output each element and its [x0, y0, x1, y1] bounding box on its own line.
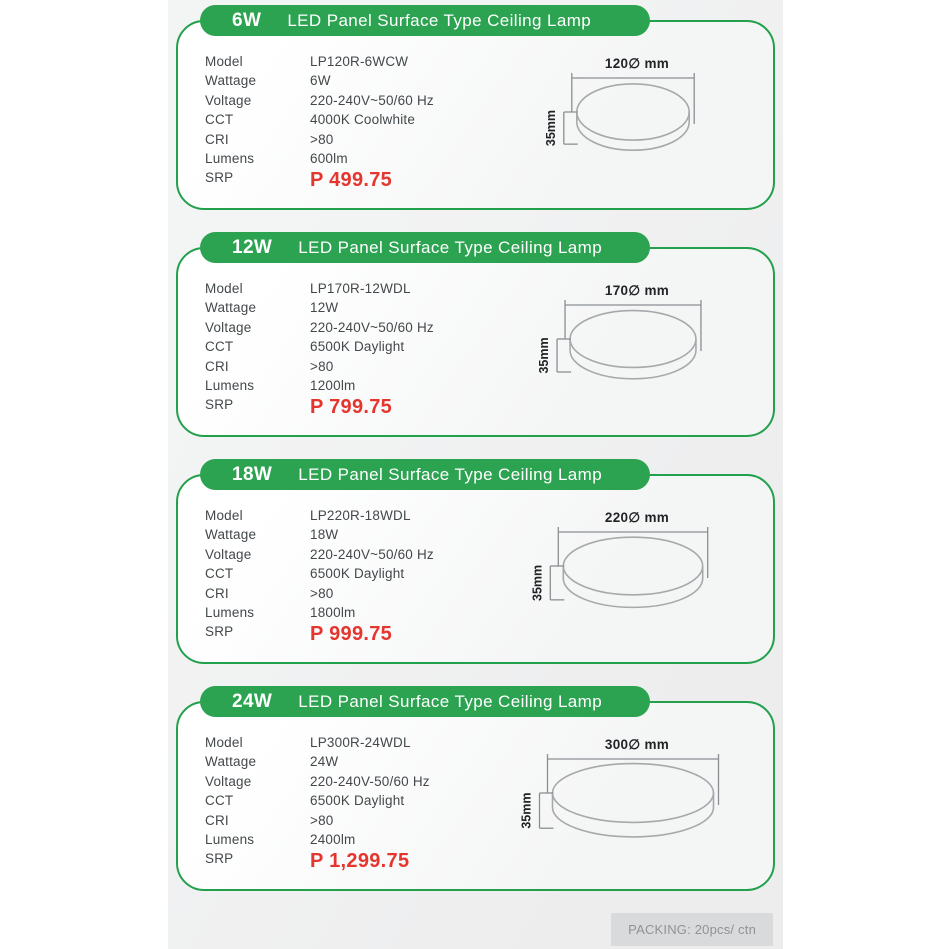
spec-label: CCT — [205, 793, 234, 809]
srp-price: P 799.75 — [310, 396, 393, 419]
spec-row — [205, 376, 434, 395]
spec-row — [205, 52, 434, 71]
spec-label: Lumens — [205, 378, 255, 394]
wattage-badge: 6W — [232, 9, 262, 31]
spec-label: Wattage — [205, 73, 257, 89]
spec-value: 220-240V~50/60 Hz — [310, 92, 434, 108]
spec-row — [205, 337, 434, 356]
spec-row — [205, 564, 434, 583]
card-header — [200, 5, 650, 36]
spec-row — [205, 318, 434, 337]
spec-value: >80 — [310, 358, 334, 374]
spec-value: 24W — [310, 754, 339, 770]
diameter-label: 220∅ mm — [604, 510, 670, 525]
spec-value: LP170R-12WDL — [310, 281, 411, 296]
height-label: 35mm — [519, 792, 534, 829]
spec-table — [205, 506, 434, 645]
card-body — [176, 701, 775, 891]
spec-row — [205, 733, 430, 752]
srp-row — [205, 622, 434, 645]
spec-row — [205, 130, 434, 149]
card-body — [176, 20, 775, 210]
diameter-label: 300∅ mm — [604, 737, 670, 752]
spec-value: 6500K Daylight — [310, 793, 405, 809]
lamp-dimension-diagram — [501, 733, 751, 861]
spec-row — [205, 772, 430, 791]
srp-label: SRP — [205, 624, 234, 640]
card-title: LED Panel Surface Type Ceiling Lamp — [298, 691, 603, 711]
content-column — [168, 0, 783, 949]
product-card-12w — [176, 232, 775, 437]
spec-row — [205, 752, 430, 771]
spec-label: Model — [205, 508, 243, 523]
spec-value: >80 — [310, 131, 334, 147]
spec-label: CRI — [205, 585, 229, 601]
srp-row — [205, 168, 434, 191]
spec-row — [205, 545, 434, 564]
spec-label: Wattage — [205, 754, 257, 770]
spec-value: 1200lm — [310, 378, 356, 394]
spec-label: CRI — [205, 131, 229, 147]
spec-value: 220-240V~50/60 Hz — [310, 319, 434, 335]
card-title: LED Panel Surface Type Ceiling Lamp — [298, 237, 603, 257]
spec-row — [205, 811, 430, 830]
srp-price: P 999.75 — [310, 623, 393, 646]
spec-value: 6500K Daylight — [310, 566, 405, 582]
spec-row — [205, 71, 434, 90]
spec-row — [205, 830, 430, 849]
spec-value: 6500K Daylight — [310, 339, 405, 355]
card-header — [200, 686, 650, 717]
lamp-bottom-arc — [563, 579, 702, 608]
wattage-badge: 18W — [232, 463, 273, 485]
spec-value: >80 — [310, 585, 334, 601]
spec-row — [205, 525, 434, 544]
spec-value: 2400lm — [310, 832, 356, 848]
card-body — [176, 474, 775, 664]
spec-value: 220-240V~50/60 Hz — [310, 546, 434, 562]
lamp-dimension-diagram — [501, 279, 751, 407]
srp-label: SRP — [205, 851, 234, 867]
spec-value: 220-240V-50/60 Hz — [310, 773, 430, 789]
spec-label: Wattage — [205, 300, 257, 316]
card-title: LED Panel Surface Type Ceiling Lamp — [298, 464, 603, 484]
spec-label: CCT — [205, 112, 234, 128]
spec-label: CRI — [205, 358, 229, 374]
spec-table — [205, 52, 434, 191]
card-title: LED Panel Surface Type Ceiling Lamp — [287, 10, 592, 30]
lamp-top-ellipse — [563, 537, 702, 595]
product-card-6w — [176, 5, 775, 210]
spec-row — [205, 603, 434, 622]
spec-label: Wattage — [205, 527, 257, 543]
spec-row — [205, 149, 434, 168]
lamp-top-ellipse — [570, 311, 696, 368]
wattage-badge: 24W — [232, 690, 273, 712]
spec-value: LP220R-18WDL — [310, 508, 411, 523]
spec-label: Voltage — [205, 319, 252, 335]
spec-label: Lumens — [205, 151, 255, 167]
height-label: 35mm — [537, 337, 552, 374]
spec-label: CRI — [205, 812, 229, 828]
srp-price: P 499.75 — [310, 169, 393, 192]
diameter-label: 120∅ mm — [604, 56, 670, 71]
product-card-24w — [176, 686, 775, 891]
spec-label: Lumens — [205, 832, 255, 848]
product-card-18w — [176, 459, 775, 664]
srp-label: SRP — [205, 397, 234, 413]
card-body — [176, 247, 775, 437]
lamp-top-ellipse — [553, 764, 714, 823]
spec-label: Voltage — [205, 92, 252, 108]
spec-label: Lumens — [205, 605, 255, 621]
spec-label: Voltage — [205, 546, 252, 562]
spec-row — [205, 279, 434, 298]
spec-row — [205, 110, 434, 129]
spec-value: LP300R-24WDL — [310, 735, 411, 750]
packing-note: PACKING: 20pcs/ ctn — [611, 913, 773, 946]
spec-value: 4000K Coolwhite — [310, 112, 416, 128]
spec-value: 6W — [310, 73, 331, 89]
spec-value: 18W — [310, 527, 339, 543]
srp-price: P 1,299.75 — [310, 850, 410, 873]
spec-row — [205, 298, 434, 317]
spec-value: 600lm — [310, 151, 348, 167]
spec-label: Model — [205, 54, 243, 69]
spec-value: LP120R-6WCW — [310, 54, 409, 69]
spec-row — [205, 791, 430, 810]
lamp-top-ellipse — [577, 84, 689, 140]
card-header — [200, 232, 650, 263]
lamp-bottom-arc — [577, 122, 689, 150]
spec-row — [205, 357, 434, 376]
srp-row — [205, 849, 430, 872]
spec-table — [205, 279, 434, 418]
spec-label: Model — [205, 281, 243, 296]
lamp-bottom-arc — [570, 350, 696, 378]
diameter-label: 170∅ mm — [604, 283, 670, 298]
spec-label: Voltage — [205, 773, 252, 789]
spec-value: 1800lm — [310, 605, 356, 621]
lamp-dimension-diagram — [501, 506, 751, 634]
spec-label: CCT — [205, 339, 234, 355]
spec-row — [205, 506, 434, 525]
card-header — [200, 459, 650, 490]
srp-row — [205, 395, 434, 418]
srp-label: SRP — [205, 170, 234, 186]
wattage-badge: 12W — [232, 236, 273, 258]
spec-value: >80 — [310, 812, 334, 828]
spec-label: Model — [205, 735, 243, 750]
height-label: 35mm — [530, 564, 545, 601]
spec-row — [205, 91, 434, 110]
lamp-dimension-diagram — [501, 52, 751, 180]
spec-value: 12W — [310, 300, 339, 316]
spec-row — [205, 584, 434, 603]
spec-table — [205, 733, 430, 872]
height-label: 35mm — [543, 109, 558, 147]
spec-label: CCT — [205, 566, 234, 582]
